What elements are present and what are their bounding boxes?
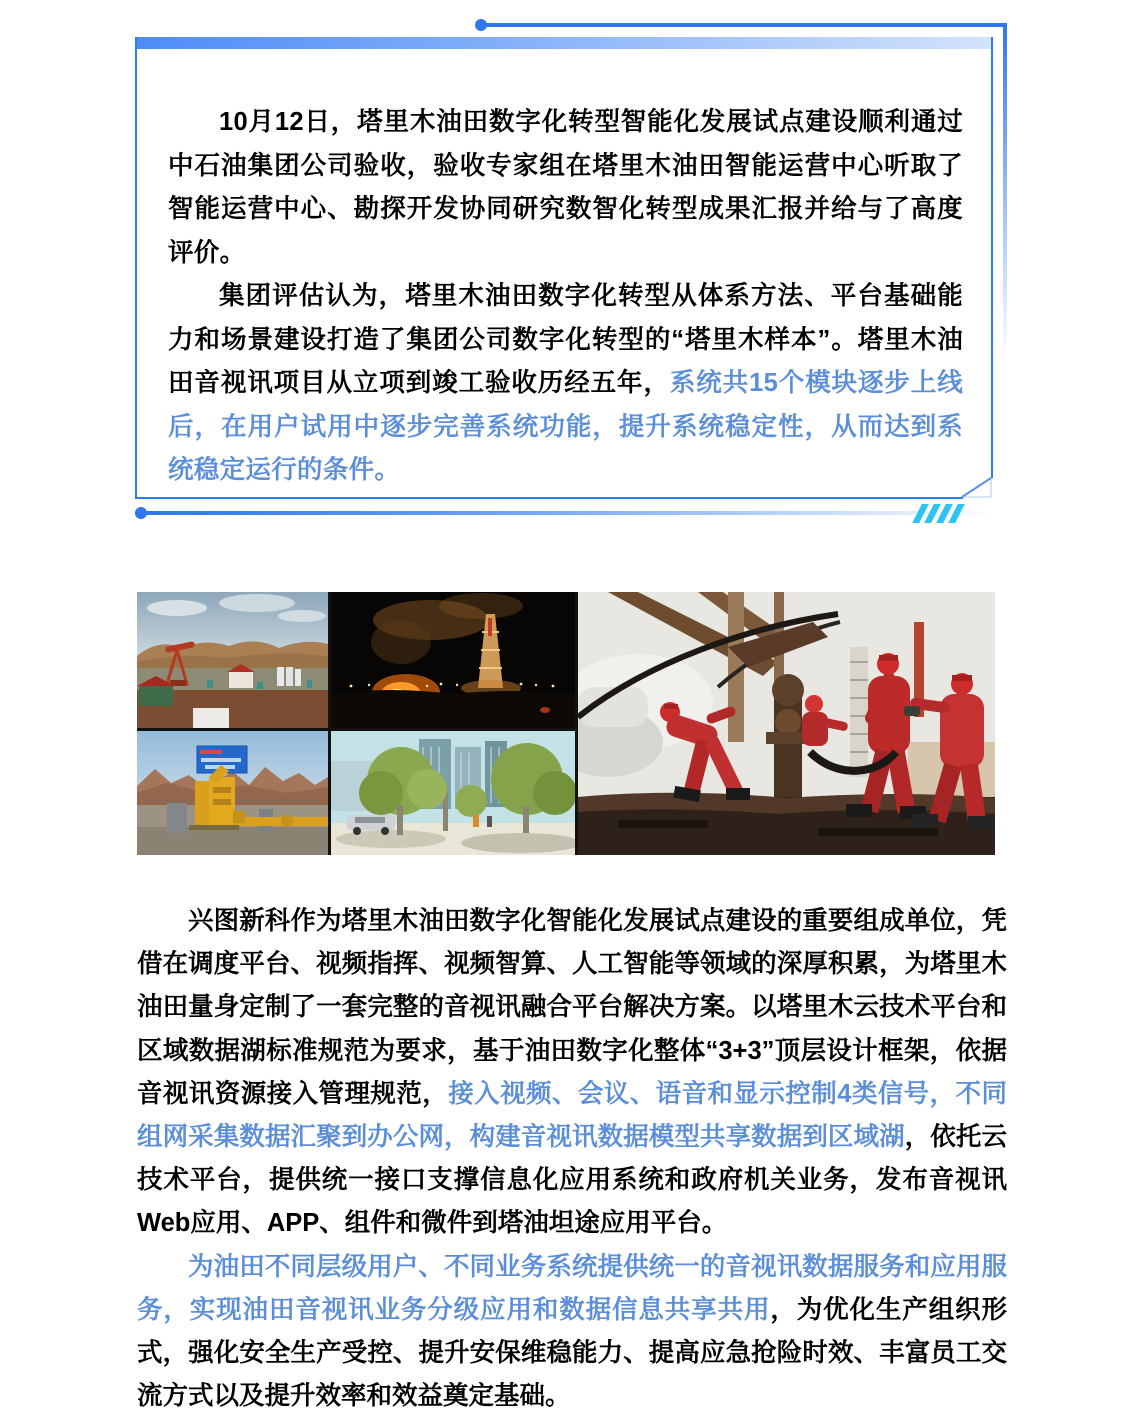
body-paragraph-1 <box>137 900 1007 1246</box>
quote-paragraph-1 <box>168 101 963 275</box>
photo-yellow-wellhead-pipeline[interactable] <box>137 731 328 855</box>
body-p1-text-blue: 接入视频、会议、语音和显示控制4类信号，不同组网采集数据汇聚到办公网，构建音视讯数据模型共享数据到区域湖 <box>137 1079 1007 1152</box>
photo-collage <box>137 592 995 855</box>
quote-p1-text: 10月12日，塔里木油田数字化转型智能化发展试点建设顺利通过中石油集团公司验收，验收专家组在塔里木油田智能运营中心听取了智能运营中心、勘探开发协同研究数智化转型成果汇报并给与了高度评价。 <box>168 108 963 267</box>
body-p2-text-black: ，为优化生产组织形式，强化安全生产受控、提升安保维稳能力、提高应急抢险时效、丰富员工交流方式以及提升效率和效益奠定基础。 <box>137 1295 1007 1411</box>
photo-city-park-trees[interactable] <box>331 731 575 855</box>
quote-p2-text-blue: 系统共15个模块逐步上线后，在用户试用中逐步完善系统功能，提升系统稳定性，从而达到系统稳定运行的条件。 <box>168 369 964 484</box>
photo-oilfield-pumpjack-desert[interactable] <box>137 592 328 728</box>
article-body <box>137 900 1007 1417</box>
quote-paragraph-2 <box>168 275 963 493</box>
body-p2-text-blue: 为油田不同层级用户、不同业务系统提供统一的音视讯数据服务和应用服务，实现油田音视讯业务分级应用和数据信息共享共用 <box>137 1252 1007 1324</box>
yellow-wellhead-illustration <box>137 731 328 855</box>
body-paragraph-2 <box>137 1246 1007 1417</box>
bottom-accent-line <box>141 511 986 515</box>
corner-fold-icon <box>959 475 993 499</box>
oilfield-pumpjack-illustration <box>137 592 328 728</box>
decorative-slashes-icon <box>917 504 965 523</box>
top-accent-vertical-line <box>1003 23 1007 358</box>
body-p1-text-black-1: 兴图新科作为塔里木油田数字化智能化发展试点建设的重要组成单位，凭借在调度平台、视频指挥、视频智算、人工智能等领域的深厚积累，为塔里木油田量身定制了一套完整的音视讯融合平台解决方案。以塔里木云技术平台和区域数据湖标准规范为要求，基于油田数字化整体“3+3”顶层设计框架，依据音视讯资源接入管理规范， <box>137 907 1007 1108</box>
city-park-illustration <box>331 731 575 855</box>
quote-box-content <box>168 101 963 493</box>
highlight-quote-box <box>135 37 993 499</box>
quote-box-top-bar <box>137 37 991 49</box>
photo-drilling-rig-night-flare[interactable] <box>331 592 575 728</box>
body-p1-text-black-2: ，依托云技术平台，提供统一接口支撑信息化应用系统和政府机关业务，发布音视讯Web应用、APP、组件和微件到塔油坦途应用平台。 <box>137 1123 1007 1238</box>
rig-workers-illustration <box>578 592 995 855</box>
quote-p2-text-black: 集团评估认为，塔里木油田数字化转型从体系方法、平台基础能力和场景建设打造了集团公司数字化转型的“塔里木样本”。塔里木油田音视讯项目从立项到竣工验收历经五年， <box>168 282 963 397</box>
top-accent-line <box>481 23 1007 27</box>
night-flare-illustration <box>331 592 575 728</box>
photo-rig-workers-red-uniforms[interactable] <box>578 592 995 855</box>
